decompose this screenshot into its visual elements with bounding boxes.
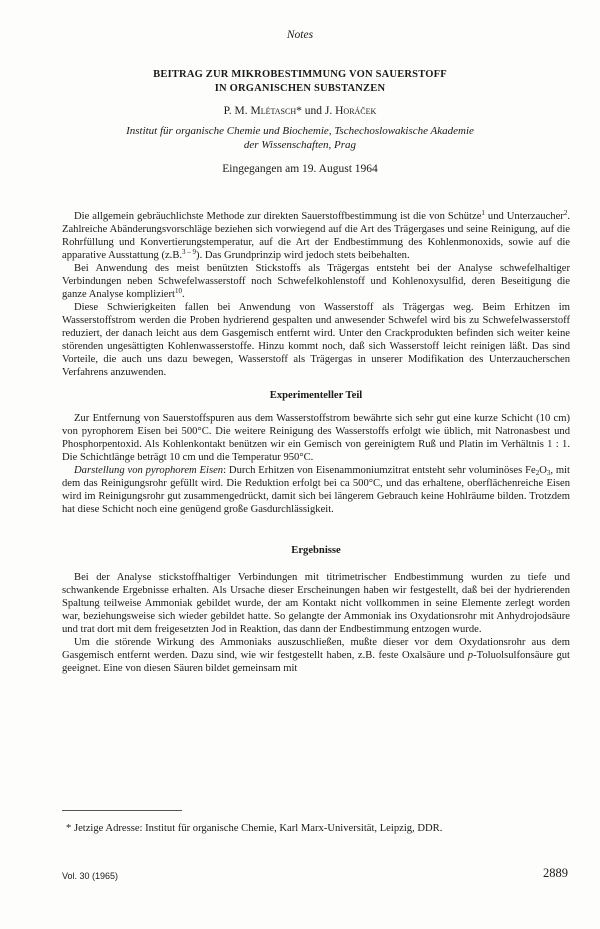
article-title xyxy=(60,68,540,96)
author-2-name: Horáček xyxy=(335,105,377,117)
received-date: Eingegangen am 19. August 1964 xyxy=(222,163,378,175)
footnote: * Jetzige Adresse: Institut für organische Chemie, Karl Marx-Universität, Leipzig, DDR. xyxy=(66,823,443,834)
author-1-initials: P. M. xyxy=(223,105,251,117)
reference-marker: 2 xyxy=(563,209,568,217)
title-line-1: BEITRAG ZUR MIKROBESTIMMUNG VON SAUERSTOFF xyxy=(153,69,447,80)
author-conjunction: und J. xyxy=(301,105,336,117)
author-1-name: Mlétasch xyxy=(250,105,297,117)
intro-paragraph-2: Bei Anwendung des meist benützten Stickstoffs als Trägergas entsteht bei der Analyse schwefelhaltiger Verbindungen neben Schwefelwasserstoff noch Schwefelkohlenstoff und Kohlenoxysulfid, deren Beseitigung die ganze Analyse kompliziert$^{10}$. xyxy=(62,263,570,300)
affiliation xyxy=(70,124,530,152)
results-paragraph-2: Um die störende Wirkung des Ammoniaks auszuschließen, mußte dieser vor dem Oxydationsrohr aus dem Gasgemisch entfernt werden. Dazu sind, wie wir festgestellt haben, z.B. feste Oxalsäure und p-Toluolsulfonsäure gut geeignet. Eine von diesen Säuren bildet gemeinsam mit xyxy=(62,637,570,674)
reference-marker: 10 xyxy=(174,287,182,295)
title-line-2: IN ORGANISCHEN SUBSTANZEN xyxy=(214,83,386,94)
running-header: Notes xyxy=(286,29,314,41)
volume-label: Vol. 30 (1965) xyxy=(62,871,119,881)
affiliation-line-1: Institut für organische Chemie und Biochemie, Tschechoslowakische Akademie xyxy=(126,125,474,137)
affiliation-line-2: der Wissenschaften, Prag xyxy=(243,139,357,151)
reference-marker: 1 xyxy=(481,209,485,217)
results-paragraph-1: Bei der Analyse stickstoffhaltiger Verbindungen mit titrimetrischer Endbestimmung wurden zu tiefe und schwankende Ergebnisse erhalten. Als Ursache dieser Erscheinungen haben wir festgestellt, daß bei der hydrierenden Spaltung teilweise Ammoniak gebildet wurde, der am Kontakt nicht vollkommen in seine Elemente zerlegt worden war, beziehungsweise sich wieder gebildet hatte. So gelangte der Ammoniak ins Oxydationsrohr mit Anhydrojodsäure und trat dort mit dem freigesetzten Jod in Reaktion, das dann der Endbestimmung entzogen wurde. xyxy=(62,572,570,635)
footnote-marker: * xyxy=(296,105,302,117)
footnote-divider xyxy=(62,810,182,811)
reference-marker: 3 – 9 xyxy=(182,248,197,256)
intro-paragraph-1: Die allgemein gebräuchlichste Methode zur direkten Sauerstoffbestimmung ist die von Schütze$^1$ und Unterzaucher$^2$. Zahlreiche Abänderungsvorschläge beziehen sich vorwiegend auf die Art des Trägergases und seine Reinigung, auf die Rohrfüllung und Konvertierungstemperatur, auf die Art der Endbestimmung des Kohlenmonoxids, sowie auf die apparative Ausstattung (z.B.$^{3 - 9}$). Das Grundprinzip wird jedoch stets beibehalten. xyxy=(62,209,570,261)
article-body xyxy=(62,210,570,675)
author-line xyxy=(60,105,540,117)
intro-paragraph-3: Diese Schwierigkeiten fallen bei Anwendung von Wasserstoff als Trägergas weg. Beim Erhitzen im Wasserstoffstrom werden die Proben hydrierend gespalten und anwesender Schwefel wird bis zu Schwefelwasserstoff reduziert, der danach leicht aus dem Gasgemisch entfernt wird. Unter den Crackprodukten befinden sich weiter keine störenden ungesättigten Kohlenwasserstoffe. Hinzu kommt noch, daß sich Wasserstoff leicht reinigen läßt. Das sind Vorteile, die auch uns dazu bewegen, Wasserstoff als Trägergas in unserer Modifikation des Unterzaucherschen Verfahrens anzuwenden. xyxy=(62,302,570,378)
section-heading-experimental: Experimenteller Teil xyxy=(269,390,363,401)
experimental-paragraph-2: Darstellung von pyrophorem Eisen: Durch Erhitzen von Eisenammoniumzitrat entsteht sehr voluminöses $Fe_2O_3$, mit dem das Reinigungsrohr gefüllt wird. Die Reduktion erfolgt bei ca 500°C, und das erhaltene, oberflächenreiche Eisen wird im Reinigungsrohr gut zusammengedrückt, damit sich bei längerem Gebrauch keine Hohlräume bilden. Trotzdem hat diese Schicht noch eine genügend große Gasdurchlässigkeit. xyxy=(62,465,571,515)
experimental-paragraph-1: Zur Entfernung von Sauerstoffspuren aus dem Wasserstoffstrom bewährte sich sehr gut eine kurze Schicht (10 cm) von pyrophorem Eisen bei 500°C. Die weitere Reinigung des Wasserstoffs erfolgt wie üblich, mit Natronasbest und Phosphorpentoxid. Als Kohlenkontakt benützen wir ein Gemisch von gereinigtem Ruß und Platin im Verhältnis 1 : 1. Die Schichtlänge beträgt 10 cm und die Temperatur 950°C. xyxy=(62,413,570,463)
page-number: 2889 xyxy=(543,866,568,880)
section-heading-results: Ergebnisse xyxy=(291,545,341,556)
